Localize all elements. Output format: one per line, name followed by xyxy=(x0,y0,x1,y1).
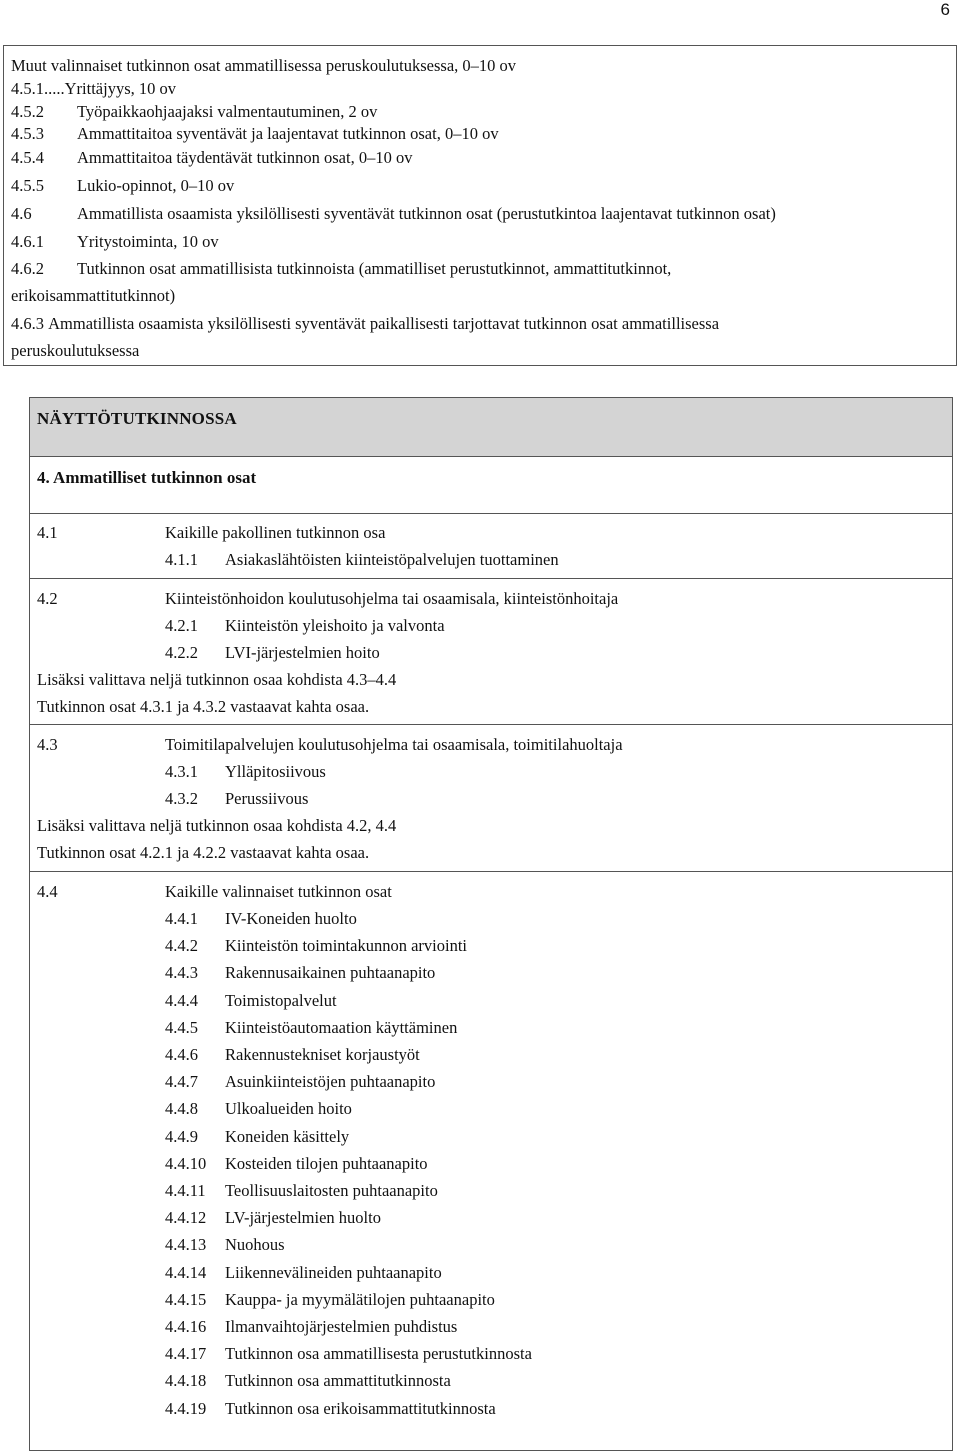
group-title: Kaikille valinnaiset tutkinnon osat xyxy=(165,882,392,901)
item-text-continued: erikoisammattitutkinnot) xyxy=(11,286,176,306)
item-number: 4.5.3 xyxy=(11,124,44,144)
item-number: 4.4.7 xyxy=(165,1072,198,1092)
item-number: 4.4.8 xyxy=(165,1099,198,1119)
group-4-2 xyxy=(30,579,952,725)
item-text: Toimistopalvelut xyxy=(225,990,337,1010)
item-text: Ylläpitosiivous xyxy=(225,762,326,781)
list-item xyxy=(11,123,956,146)
item-number: 4.4.11 xyxy=(165,1181,206,1200)
list-item xyxy=(165,1154,428,1174)
section-title-row xyxy=(30,457,952,514)
list-item xyxy=(165,1235,285,1255)
optional-units-box xyxy=(3,45,957,366)
item-text: Teollisuuslaitosten puhtaanapito xyxy=(225,1181,438,1200)
item-text: Ilmanvaihtojärjestelmien puhdistus xyxy=(225,1317,458,1336)
list-item xyxy=(165,762,326,782)
group-number: 4.1 xyxy=(37,523,58,542)
list-item xyxy=(165,936,467,956)
item-number: 4.4.2 xyxy=(165,936,198,956)
group-4-3 xyxy=(30,725,952,872)
list-item xyxy=(165,1018,457,1038)
item-number: 4.6 xyxy=(11,203,32,223)
item-number: 4.4.16 xyxy=(165,1317,207,1336)
item-text: Nuohous xyxy=(225,1235,285,1255)
item-number: 4.5.5 xyxy=(11,175,44,195)
list-item xyxy=(165,1045,420,1065)
list-item xyxy=(165,789,308,809)
item-text: Työpaikkaohjaajaksi valmentautuminen, 2 ov xyxy=(77,101,378,121)
item-text: Liikennevälineiden puhtaanapito xyxy=(225,1262,442,1282)
item-text: Kauppa- ja myymälätilojen puhtaanapito xyxy=(225,1289,495,1309)
list-item xyxy=(11,231,956,258)
item-number: 4.3.1 xyxy=(165,762,198,781)
item-number: 4.2.1 xyxy=(165,616,198,635)
item-number: 4.4.10 xyxy=(165,1153,207,1173)
item-number: 4.4.9 xyxy=(165,1126,198,1146)
item-number: 4.4.19 xyxy=(165,1398,207,1418)
item-number: 4.4.6 xyxy=(165,1045,198,1064)
list-item xyxy=(165,963,435,983)
item-text: Kiinteistön toimintakunnon arviointi xyxy=(225,936,467,956)
group-note: Tutkinnon osat 4.2.1 ja 4.2.2 vastaavat kahta osaa. xyxy=(37,843,370,862)
item-text: Kiinteistön yleishoito ja valvonta xyxy=(225,616,445,635)
list-item xyxy=(165,909,357,929)
item-number: 4.4.12 xyxy=(165,1208,207,1228)
table-header-title: NÄYTTÖTUTKINNOSSA xyxy=(37,409,237,428)
group-number: 4.4 xyxy=(37,882,58,901)
item-number: 4.6.3 xyxy=(11,313,44,333)
item-number: 4.5.4 xyxy=(11,148,44,168)
item-number: 4.6.2 xyxy=(11,259,44,279)
list-item xyxy=(11,147,956,174)
group-number: 4.3 xyxy=(37,735,58,754)
item-text-continued: peruskoulutuksessa xyxy=(11,340,140,360)
item-number: 4.4.5 xyxy=(165,1017,198,1037)
item-number: 4.4.1 xyxy=(165,909,198,928)
item-text: Ammattitaitoa syventävät ja laajentavat tutkinnon osat, 0–10 ov xyxy=(77,124,499,144)
list-item xyxy=(165,1263,442,1283)
item-text: Rakennustekniset korjaustyöt xyxy=(225,1045,420,1064)
list-item xyxy=(165,1208,381,1228)
item-number: 4.4.14 xyxy=(165,1262,207,1282)
list-item xyxy=(165,1399,496,1419)
item-text: Kosteiden tilojen puhtaanapito xyxy=(225,1153,428,1173)
item-number: 4.4.18 xyxy=(165,1371,207,1391)
group-note: Lisäksi valittava neljä tutkinnon osaa kohdista 4.3–4.4 xyxy=(37,670,397,689)
list-item xyxy=(165,1290,495,1310)
item-text: LVI-järjestelmien hoito xyxy=(225,643,380,662)
list-item xyxy=(165,643,380,663)
item-text: Ammattitaitoa täydentävät tutkinnon osat, 0–10 ov xyxy=(77,148,413,168)
list-item xyxy=(165,550,559,570)
item-text: Yritystoiminta, 10 ov xyxy=(77,231,219,251)
item-text: IV-Koneiden huolto xyxy=(225,909,357,928)
item-number: 4.5.1..... xyxy=(11,78,65,98)
group-4-1 xyxy=(30,514,952,579)
list-item xyxy=(165,1181,438,1201)
list-item xyxy=(11,175,956,202)
list-item xyxy=(165,991,337,1011)
item-text: Tutkinnon osa ammatillisesta perustutkinnosta xyxy=(225,1344,532,1364)
item-text: LV-järjestelmien huolto xyxy=(225,1208,381,1228)
list-item xyxy=(165,1371,451,1391)
optional-units-header: Muut valinnaiset tutkinnon osat ammatillisessa peruskoulutuksessa, 0–10 ov xyxy=(11,56,517,75)
item-text: Lukio-opinnot, 0–10 ov xyxy=(77,175,235,195)
item-number: 4.5.2 xyxy=(11,101,44,121)
item-number: 4.2.2 xyxy=(165,643,198,662)
item-number: 4.3.2 xyxy=(165,789,198,808)
item-text: Asuinkiinteistöjen puhtaanapito xyxy=(225,1072,436,1092)
qualification-table xyxy=(29,397,953,1451)
item-text: Kiinteistöautomaation käyttäminen xyxy=(225,1017,458,1037)
group-title: Toimitilapalvelujen koulutusohjelma tai osaamisala, toimitilahuoltaja xyxy=(165,735,623,754)
list-item xyxy=(165,1127,349,1147)
group-note: Tutkinnon osat 4.3.1 ja 4.3.2 vastaavat kahta osaa. xyxy=(37,697,370,716)
list-item xyxy=(11,313,956,340)
list-item xyxy=(165,616,445,636)
group-number: 4.2 xyxy=(37,589,58,608)
list-item xyxy=(11,78,956,101)
item-text: Ammatillista osaamista yksilöllisesti syventävät tutkinnon osat (perustutkintoa laajentavat tutkinnon osat) xyxy=(77,203,776,223)
list-item xyxy=(165,1317,457,1337)
item-number: 4.4.17 xyxy=(165,1344,207,1364)
table-header xyxy=(30,398,952,457)
item-text: Tutkinnon osat ammatillisista tutkinnoista (ammatilliset perustutkinnot, ammattitutkinnot, xyxy=(77,259,672,279)
item-text: Ulkoalueiden hoito xyxy=(225,1099,352,1119)
list-item xyxy=(11,101,956,124)
item-text: Koneiden käsittely xyxy=(225,1126,350,1146)
item-text: Asiakaslähtöisten kiinteistöpalvelujen tuottaminen xyxy=(225,550,559,569)
list-item xyxy=(165,1072,435,1092)
group-title: Kiinteistönhoidon koulutusohjelma tai osaamisala, kiinteistönhoitaja xyxy=(165,589,619,608)
item-number: 4.6.1 xyxy=(11,231,44,251)
list-item xyxy=(11,203,956,230)
list-item xyxy=(165,1099,352,1119)
item-text: Yrittäjyys, 10 ov xyxy=(64,78,176,98)
item-number: 4.4.13 xyxy=(165,1235,207,1255)
list-item xyxy=(165,1344,532,1364)
list-item xyxy=(11,258,956,285)
item-text: Ammatillista osaamista yksilöllisesti syventävät paikallisesti tarjottavat tutkinnon osat ammatillisessa xyxy=(48,313,720,333)
item-text: Tutkinnon osa ammattitutkinnosta xyxy=(225,1371,451,1391)
item-number: 4.4.15 xyxy=(165,1289,207,1309)
item-number: 4.4.3 xyxy=(165,963,198,983)
group-note: Lisäksi valittava neljä tutkinnon osaa kohdista 4.2, 4.4 xyxy=(37,816,397,835)
item-text: Perussiivous xyxy=(225,789,309,808)
page-number: 6 xyxy=(940,0,950,19)
item-number: 4.4.4 xyxy=(165,990,198,1010)
item-number: 4.1.1 xyxy=(165,550,198,569)
item-text: Tutkinnon osa erikoisammattitutkinnosta xyxy=(225,1398,496,1418)
item-text: Rakennusaikainen puhtaanapito xyxy=(225,963,436,983)
group-4-4 xyxy=(30,872,952,1450)
section-title: 4. Ammatilliset tutkinnon osat xyxy=(37,468,257,487)
group-title: Kaikille pakollinen tutkinnon osa xyxy=(165,523,386,542)
